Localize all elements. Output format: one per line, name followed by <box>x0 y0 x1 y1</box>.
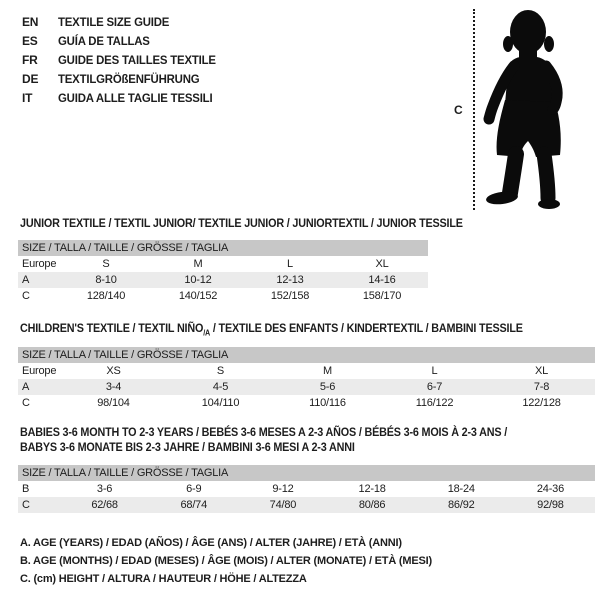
language-code: IT <box>22 91 33 105</box>
babies-title-line1 <box>20 425 561 440</box>
footnotes <box>20 534 432 588</box>
language-code: EN <box>22 15 39 29</box>
height-cell: 104/110 <box>201 397 240 409</box>
table-row-age <box>18 379 595 395</box>
age-cell: 12-13 <box>276 274 304 286</box>
table-row-age <box>18 272 428 288</box>
row-label: C <box>22 499 30 511</box>
height-measure-dotted-line <box>473 9 475 210</box>
junior-section-title <box>20 216 512 230</box>
row-label: A <box>22 381 30 393</box>
height-cell: 152/158 <box>270 290 310 302</box>
size-table-header: SIZE / TALLA / TAILLE / GRÖSSE / TAGLIA <box>18 465 595 481</box>
age-cell: 6-7 <box>426 381 443 393</box>
size-cell: XS <box>106 365 121 377</box>
title-part: / TEXTILE DES ENFANTS / KINDERTEXTIL / BAMBINI TESSILE <box>210 321 523 335</box>
footnote-b: B. AGE (MONTHS) / EDAD (MESES) / ÂGE (MOIS) / ALTER (MONATE) / ETÀ (MESI) <box>20 555 432 567</box>
language-row-de <box>22 70 224 89</box>
age-cell: 3-6 <box>96 483 113 495</box>
table-row-age-months <box>18 481 595 497</box>
size-cell: M <box>193 258 203 270</box>
size-table-header: SIZE / TALLA / TAILLE / GRÖSSE / TAGLIA <box>18 240 428 256</box>
language-title: GUIDE DES TAILLES TEXTILE <box>58 53 216 67</box>
row-label: Europe <box>22 365 57 377</box>
age-cell: 4-5 <box>212 381 229 393</box>
language-row-es <box>22 32 224 51</box>
age-cell: 24-36 <box>536 483 565 495</box>
height-cell: 92/98 <box>537 499 564 511</box>
language-title: GUIDA ALLE TAGLIE TESSILI <box>58 91 213 105</box>
junior-section-title-text: JUNIOR TEXTILE / TEXTIL JUNIOR/ TEXTILE JUNIOR / JUNIORTEXTIL / JUNIOR TESSILE <box>20 216 463 230</box>
language-title: GUÍA DE TALLAS <box>58 34 150 48</box>
age-cell: 9-12 <box>272 483 294 495</box>
children-size-table <box>18 347 595 411</box>
junior-size-table <box>18 240 428 304</box>
title-part: CHILDREN'S TEXTILE / TEXTIL NIÑO <box>20 321 204 335</box>
children-section-title-text <box>20 321 523 337</box>
title-subscript: /A <box>203 328 211 338</box>
size-cell: XL <box>375 258 389 270</box>
toddler-silhouette-icon <box>480 8 570 210</box>
age-cell: 7-8 <box>533 381 550 393</box>
row-label: A <box>22 274 30 286</box>
footnote-c: C. (cm) HEIGHT / ALTURA / HAUTEUR / HÖHE / ALTEZZA <box>20 573 307 585</box>
table-row-europe <box>18 256 428 272</box>
language-code: ES <box>22 34 38 48</box>
age-cell: 14-16 <box>368 274 396 286</box>
table-row-height <box>18 497 595 513</box>
height-cell: 80/86 <box>358 499 386 511</box>
height-cell: 98/104 <box>97 397 130 409</box>
age-cell: 5-6 <box>319 381 336 393</box>
children-section-title <box>20 321 579 337</box>
height-cell: 158/170 <box>362 290 402 302</box>
height-cell: 128/140 <box>86 290 126 302</box>
age-cell: 10-12 <box>184 274 212 286</box>
row-label: C <box>22 290 30 302</box>
language-row-en <box>22 13 224 32</box>
height-measure-label: C <box>454 103 463 117</box>
height-cell: 116/122 <box>415 397 454 409</box>
size-cell: L <box>431 365 438 377</box>
height-cell: 86/92 <box>448 499 475 511</box>
language-row-fr <box>22 51 224 70</box>
babies-title-line2 <box>20 440 561 455</box>
row-label: Europe <box>22 258 57 270</box>
height-cell: 74/80 <box>269 499 297 511</box>
babies-size-table <box>18 465 595 513</box>
height-cell: 110/116 <box>309 397 346 409</box>
age-cell: 12-18 <box>358 483 386 495</box>
size-table-header: SIZE / TALLA / TAILLE / GRÖSSE / TAGLIA <box>18 347 595 363</box>
footnote-a: A. AGE (YEARS) / EDAD (AÑOS) / ÂGE (ANS) / ALTER (JAHRE) / ETÀ (ANNI) <box>20 537 402 549</box>
table-row-height <box>18 395 595 411</box>
age-cell: 8-10 <box>95 274 117 286</box>
table-row-height <box>18 288 428 304</box>
language-title: TEXTILE SIZE GUIDE <box>58 15 170 29</box>
title-part: BABIES 3-6 MONTH TO 2-3 YEARS / BEBÉS 3-6 MESES A 2-3 AÑOS / BÉBÉS 3-6 MOIS À 2-3 ANS / <box>20 425 508 439</box>
age-cell: 18-24 <box>447 483 475 495</box>
age-cell: 3-4 <box>105 381 122 393</box>
age-cell: 6-9 <box>186 483 202 495</box>
height-cell: 68/74 <box>180 499 208 511</box>
size-cell: S <box>102 258 110 270</box>
height-cell: 140/152 <box>178 290 218 302</box>
language-row-it <box>22 89 224 108</box>
babies-section-title <box>20 425 561 455</box>
language-title: TEXTILGRÖßENFÜHRUNG <box>58 72 200 86</box>
height-cell: 122/128 <box>522 397 561 409</box>
height-cell: 62/68 <box>91 499 118 511</box>
size-cell: S <box>216 365 225 377</box>
language-list <box>22 13 224 108</box>
size-cell: L <box>287 258 293 270</box>
language-code: DE <box>22 72 39 86</box>
row-label: C <box>22 397 30 409</box>
size-cell: XL <box>534 365 549 377</box>
title-part: BABYS 3-6 MONATE BIS 2-3 JAHRE / BAMBINI 3-6 MESI A 2-3 ANNI <box>20 440 355 454</box>
row-label: B <box>22 483 30 495</box>
size-cell: M <box>323 365 332 377</box>
table-row-europe <box>18 363 595 379</box>
language-code: FR <box>22 53 38 67</box>
